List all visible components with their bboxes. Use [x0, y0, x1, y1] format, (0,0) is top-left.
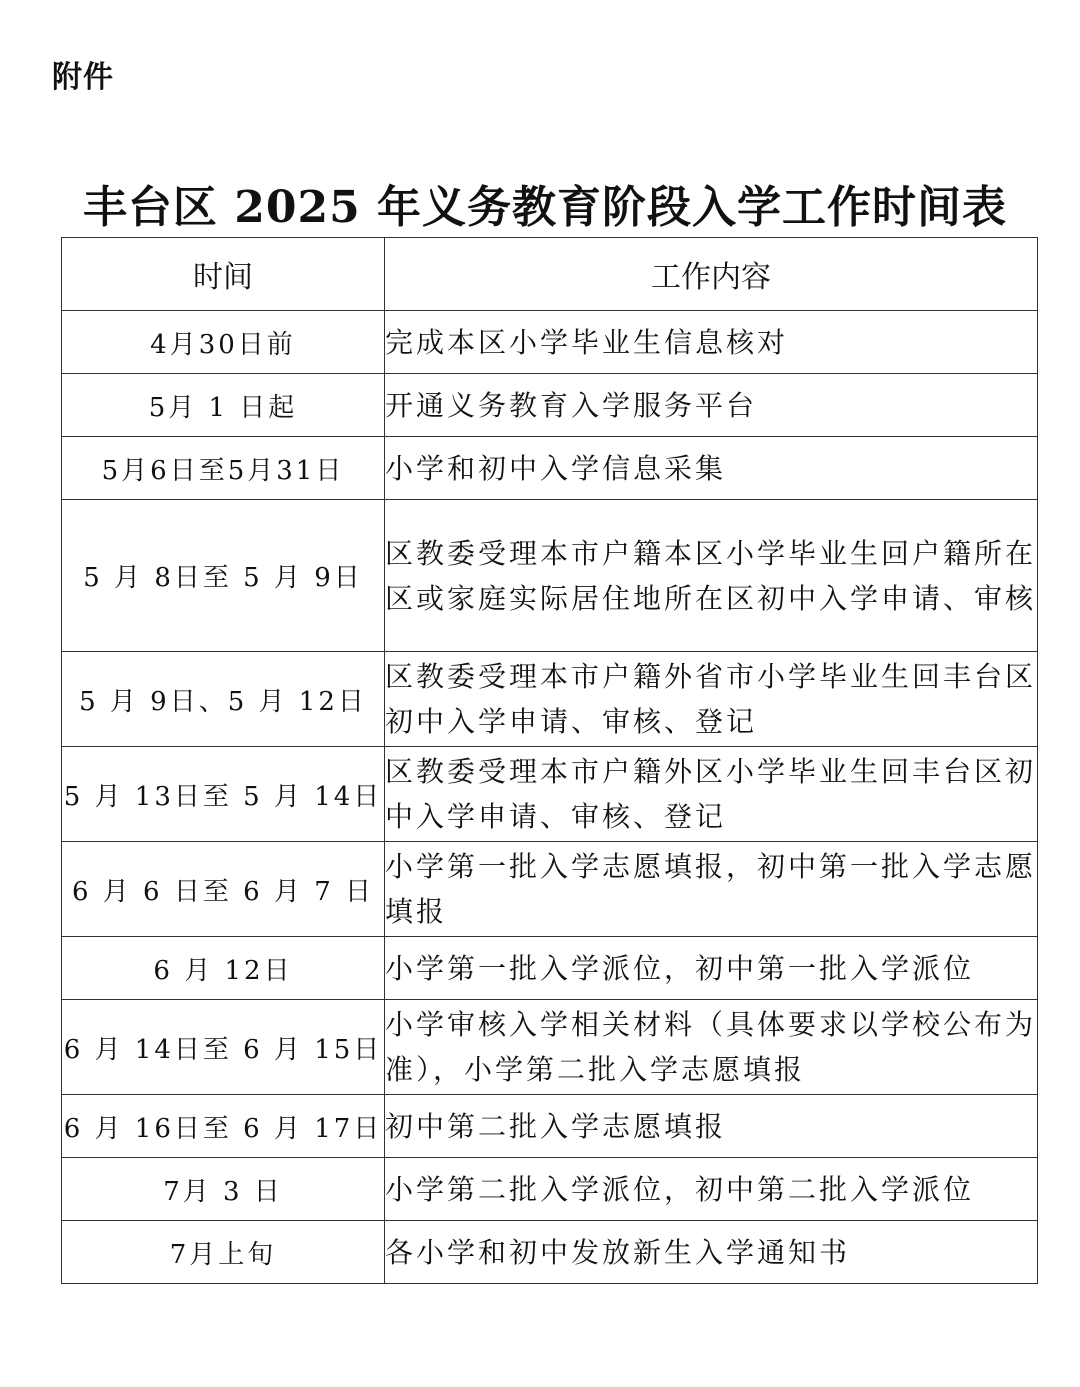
- row-work: 完成本区小学毕业生信息核对: [385, 311, 1038, 374]
- table-row: [62, 1095, 1038, 1158]
- table-row: [62, 1000, 1038, 1095]
- row-work: 区教委受理本市户籍本区小学毕业生回户籍所在区或家庭实际居住地所在区初中入学申请、审核: [385, 500, 1038, 652]
- row-time: 7月上旬: [62, 1221, 385, 1284]
- attachment-label: 附件: [52, 60, 114, 95]
- row-time: 7月 3 日: [62, 1158, 385, 1221]
- row-work: 开通义务教育入学服务平台: [385, 374, 1038, 437]
- table-header-row: [62, 238, 1038, 311]
- table-row: [62, 842, 1038, 937]
- header-work: 工作内容: [385, 238, 1038, 311]
- row-time: 4月30日前: [62, 311, 385, 374]
- table-row: [62, 437, 1038, 500]
- row-time: 6 月 16日至 6 月 17日: [62, 1095, 385, 1158]
- table-row: [62, 747, 1038, 842]
- table-row: [62, 1221, 1038, 1284]
- row-work: 小学和初中入学信息采集: [385, 437, 1038, 500]
- document-title: 丰台区 2025 年义务教育阶段入学工作时间表: [82, 182, 1008, 233]
- row-time: 6 月 14日至 6 月 15日: [62, 1000, 385, 1095]
- row-work: 小学审核入学相关材料（具体要求以学校公布为准），小学第二批入学志愿填报: [385, 1000, 1038, 1095]
- schedule-table: [61, 237, 1038, 1284]
- row-time: 5 月 8日至 5 月 9日: [62, 500, 385, 652]
- header-time: 时间: [62, 238, 385, 311]
- row-work: 小学第一批入学派位，初中第一批入学派位: [385, 937, 1038, 1000]
- table-row: [62, 500, 1038, 652]
- row-work: 小学第二批入学派位，初中第二批入学派位: [385, 1158, 1038, 1221]
- table-row: [62, 937, 1038, 1000]
- row-work: 区教委受理本市户籍外区小学毕业生回丰台区初中入学申请、审核、登记: [385, 747, 1038, 842]
- row-work: 区教委受理本市户籍外省市小学毕业生回丰台区初中入学申请、审核、登记: [385, 652, 1038, 747]
- row-work: 初中第二批入学志愿填报: [385, 1095, 1038, 1158]
- row-time: 5月6日至5月31日: [62, 437, 385, 500]
- table-row: [62, 1158, 1038, 1221]
- row-time: 5月 1 日起: [62, 374, 385, 437]
- row-time: 6 月 6 日至 6 月 7 日: [62, 842, 385, 937]
- table-row: [62, 311, 1038, 374]
- row-time: 5 月 13日至 5 月 14日: [62, 747, 385, 842]
- table-row: [62, 652, 1038, 747]
- row-work: 小学第一批入学志愿填报，初中第一批入学志愿填报: [385, 842, 1038, 937]
- row-time: 6 月 12日: [62, 937, 385, 1000]
- table-row: [62, 374, 1038, 437]
- row-work: 各小学和初中发放新生入学通知书: [385, 1221, 1038, 1284]
- row-time: 5 月 9日、5 月 12日: [62, 652, 385, 747]
